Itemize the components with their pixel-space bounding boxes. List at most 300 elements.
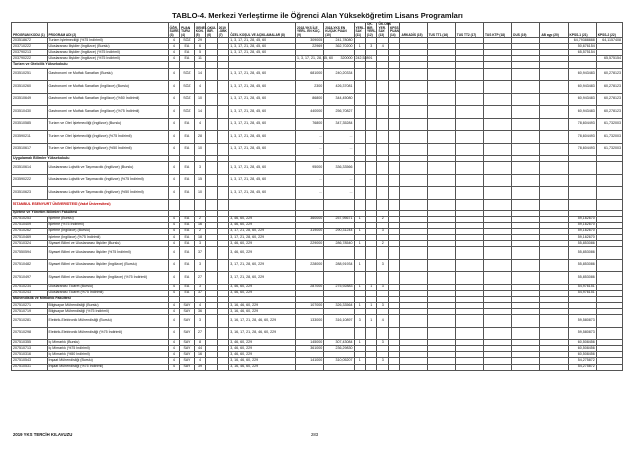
table-cell: 316,10897 <box>324 315 354 328</box>
table-cell <box>455 174 483 187</box>
table-cell: 3 <box>377 358 388 364</box>
table-cell <box>217 81 228 94</box>
table-cell: 4 <box>168 38 179 44</box>
table-cell <box>377 174 388 187</box>
table-cell: EA <box>180 228 195 234</box>
table-cell: 3, 46, 60, 229 <box>229 290 296 296</box>
table-cell: 78,604493 <box>568 143 596 156</box>
table-cell <box>206 131 217 144</box>
table-cell <box>217 187 228 200</box>
table-cell <box>354 81 365 94</box>
table-cell <box>217 131 228 144</box>
table-cell: 4 <box>168 222 179 228</box>
table-cell <box>206 81 217 94</box>
program-code-cell: 207510713 <box>12 346 48 352</box>
table-cell <box>354 93 365 106</box>
table-cell: 3 <box>194 162 205 175</box>
faculty-name: İşletme ve Yönetim Bilimleri Fakültesi <box>12 210 169 216</box>
table-cell: 11 <box>194 56 205 62</box>
table-cell: 336,33566 <box>324 162 354 175</box>
table-cell: SAY <box>180 302 195 308</box>
table-cell: 3, 46, 60, 229 <box>229 241 296 247</box>
table-cell <box>365 131 376 144</box>
program-code-cell: 207510719 <box>12 309 48 315</box>
table-row <box>12 364 623 370</box>
table-cell: SAY <box>180 315 195 328</box>
empty-cell <box>427 199 455 210</box>
table-cell <box>400 93 427 106</box>
table-cell <box>512 106 540 119</box>
table-cell <box>388 327 399 340</box>
table-cell: 59,162670 <box>568 216 596 222</box>
table-cell: 55,853086 <box>568 272 596 285</box>
table-cell: EA <box>180 222 195 228</box>
table-cell <box>483 174 511 187</box>
table-cell <box>427 259 455 272</box>
table-cell <box>354 68 365 81</box>
table-cell: 1, 3, 17, 21, 28, 45, 60 <box>296 56 324 62</box>
table-cell: 10 <box>194 187 205 200</box>
table-cell <box>400 364 427 370</box>
table-cell <box>400 162 427 175</box>
program-code-cell: 207510262 <box>12 228 48 234</box>
table-row <box>12 143 623 156</box>
column-header: ÖĞR. SÜRE. (3) <box>168 23 179 38</box>
table-cell <box>427 187 455 200</box>
table-cell <box>427 131 455 144</box>
table-cell: 60,943483 <box>568 81 596 94</box>
table-cell <box>483 93 511 106</box>
table-cell: 61,732003 <box>596 118 622 131</box>
table-cell: 37 <box>194 290 205 296</box>
table-cell <box>388 118 399 131</box>
table-cell: ... <box>324 174 354 187</box>
table-cell: 1, 3, 17, 21, 28, 45, 60 <box>229 44 296 50</box>
table-cell <box>365 143 376 156</box>
table-cell <box>388 93 399 106</box>
table-cell: 3, 17, 21, 28, 60, 229 <box>229 259 296 272</box>
table-cell: SÖZ <box>180 81 195 94</box>
table-cell: 4 <box>377 44 388 50</box>
column-header: PUAN TÜRÜ (4) <box>180 23 195 38</box>
program-code-cell: 207510469 <box>12 235 48 241</box>
table-cell: 60,943483 <box>568 106 596 119</box>
empty-cell <box>388 199 399 210</box>
table-cell: 347,35284 <box>324 118 354 131</box>
table-cell: ... <box>296 143 324 156</box>
table-cell <box>455 315 483 328</box>
table-cell <box>455 187 483 200</box>
table-cell: 1 <box>354 358 365 364</box>
table-cell <box>540 81 568 94</box>
table-cell <box>427 143 455 156</box>
table-cell <box>540 259 568 272</box>
table-cell: 3, 16, 46, 60, 229 <box>229 309 296 315</box>
table-cell <box>377 364 388 370</box>
table-cell <box>540 327 568 340</box>
table-cell: 3 <box>194 315 205 328</box>
program-name-cell: Uluslararası Lojistik ve Taşımacılık (İngilizce) (%50 İndirimli) <box>47 187 168 200</box>
column-header: ARKADİS (15) <box>400 23 427 38</box>
table-cell: 4 <box>168 309 179 315</box>
table-cell: 4 <box>168 174 179 187</box>
table-cell: 1 <box>354 228 365 234</box>
program-code-cell: 203510614 <box>12 162 48 175</box>
table-cell: 4 <box>168 228 179 234</box>
table-cell <box>540 93 568 106</box>
empty-cell <box>596 199 622 210</box>
table-cell <box>206 68 217 81</box>
table-cell <box>512 118 540 131</box>
table-cell <box>400 187 427 200</box>
empty-cell <box>296 199 324 210</box>
program-code-cell: 203510585 <box>12 118 48 131</box>
column-header: 2018-YKS EN KÜÇÜK PUAN (10) <box>324 23 354 38</box>
table-cell <box>354 162 365 175</box>
table-cell <box>388 364 399 370</box>
table-cell <box>354 106 365 119</box>
table-cell <box>217 364 228 370</box>
table-cell: 54,275872 <box>568 364 596 370</box>
table-cell: EA <box>180 174 195 187</box>
table-cell: 60,508456 <box>568 346 596 352</box>
program-name-cell: İnşaat Mühendisliği (%75 İndirimli) <box>47 364 168 370</box>
table-cell: 4 <box>168 284 179 290</box>
table-cell <box>540 162 568 175</box>
table-cell: 59,162670 <box>568 235 596 241</box>
table-cell <box>365 68 376 81</box>
table-cell: 59,580873 <box>568 327 596 340</box>
table-cell <box>206 259 217 272</box>
program-name-cell: Turizm ve Otel İşletmeciliği (İngilizce) (%50 İndirimli) <box>47 143 168 156</box>
table-cell <box>596 259 622 272</box>
table-cell <box>388 272 399 285</box>
table-cell: 15 <box>194 174 205 187</box>
table-cell: 229000 <box>296 241 324 247</box>
table-row <box>12 162 623 175</box>
table-cell <box>483 68 511 81</box>
table-cell: 76800 <box>296 118 324 131</box>
table-row <box>12 68 623 81</box>
table-cell <box>400 81 427 94</box>
table-cell <box>206 106 217 119</box>
table-cell <box>377 131 388 144</box>
program-name-cell: Uluslararası İlişkiler (İngilizce) (%75 İndirimli) <box>47 56 168 62</box>
program-name-cell: İşletme (İngilizce) (%75 İndirimli) <box>47 235 168 241</box>
table-cell: 3 <box>194 259 205 272</box>
program-code-cell: 207550594 <box>12 247 48 260</box>
table-cell: 362,70200 <box>324 44 354 50</box>
table-cell <box>388 247 399 260</box>
table-cell <box>512 93 540 106</box>
empty-cell <box>512 199 540 210</box>
table-cell <box>512 143 540 156</box>
table-cell: 256,70827 <box>324 106 354 119</box>
table-cell <box>388 162 399 175</box>
program-code-cell: 203510649 <box>12 93 48 106</box>
table-cell <box>217 68 228 81</box>
program-code-cell: 207510531 <box>12 364 48 370</box>
table-cell: 1, 3, 17, 21, 28, 45, 60 <box>229 187 296 200</box>
table-cell: 29 <box>194 38 205 44</box>
table-row <box>12 259 623 272</box>
program-name-cell: Elektrik-Elektronik Mühendisliği (Burslu) <box>47 315 168 328</box>
table-cell: 3, 46, 60, 229 <box>229 222 296 228</box>
table-cell: ... <box>296 187 324 200</box>
table-cell <box>540 272 568 285</box>
table-cell <box>483 327 511 340</box>
table-cell: EA <box>180 131 195 144</box>
program-name-cell: Siyaset Bilimi ve Uluslararası İlişkiler (Burslu) <box>47 241 168 247</box>
faculty-name: Mühendislik ve Mimarlık Fakültesi <box>12 296 169 302</box>
faculty-name: Turizm ve Otelcilik Yüksekokulu <box>12 62 169 68</box>
table-cell: 1, 3, 17, 21, 28, 45, 60 <box>229 50 296 56</box>
program-code-cell: 207510271 <box>12 302 48 308</box>
table-cell: 290,31244 <box>324 228 354 234</box>
empty-cell <box>206 199 217 210</box>
program-code-cell: 203510617 <box>12 143 48 156</box>
table-cell <box>377 272 388 285</box>
program-code-cell: 207510543 <box>12 358 48 364</box>
program-table-container <box>11 22 623 371</box>
table-cell: 65,575154 <box>568 50 596 56</box>
table-cell: 4 <box>168 315 179 328</box>
table-cell: SAY <box>180 327 195 340</box>
table-cell: 310,05207 <box>324 358 354 364</box>
table-cell <box>377 81 388 94</box>
table-cell <box>365 81 376 94</box>
table-cell: 4 <box>168 241 179 247</box>
empty-cell <box>354 199 365 210</box>
table-cell <box>427 118 455 131</box>
table-cell <box>388 68 399 81</box>
program-name-cell: Turizm İşletmeciliği (%75 İndirimli) <box>47 38 168 44</box>
table-cell <box>365 259 376 272</box>
table-cell <box>596 315 622 328</box>
table-cell <box>296 364 324 370</box>
table-cell <box>377 118 388 131</box>
program-code-cell: 203510251 <box>12 68 48 81</box>
program-code-cell: 203790222 <box>12 56 48 62</box>
table-cell: 65,575154 <box>596 56 622 62</box>
table-cell: SAY <box>180 358 195 364</box>
table-cell <box>427 81 455 94</box>
table-cell: 242,52891 <box>354 56 365 62</box>
table-cell <box>206 93 217 106</box>
table-cell <box>427 247 455 260</box>
table-cell: 60,278123 <box>596 106 622 119</box>
column-header: KPSS-1 (21) <box>568 23 596 38</box>
program-code-cell: 203518672 <box>12 38 48 44</box>
table-cell: 60,278123 <box>596 81 622 94</box>
table-cell: 1, 3, 17, 21, 28, 45, 60 <box>229 174 296 187</box>
table-cell <box>365 272 376 285</box>
table-cell: 4 <box>168 44 179 50</box>
table-cell: 3 <box>377 340 388 346</box>
program-code-cell: 203790213 <box>12 50 48 56</box>
table-cell: 1 <box>354 302 365 308</box>
table-cell: 3, 16, 46, 60, 229 <box>229 364 296 370</box>
table-cell: 6 <box>194 44 205 50</box>
program-code-cell: 207510298 <box>12 327 48 340</box>
table-cell: 1, 3, 17, 21, 28, 45, 60 <box>229 68 296 81</box>
table-cell <box>377 68 388 81</box>
table-cell: 78,604493 <box>568 118 596 131</box>
table-cell: 4 <box>168 118 179 131</box>
program-code-cell: 203590222 <box>12 174 48 187</box>
table-cell: 4 <box>194 118 205 131</box>
program-code-cell: 207510409 <box>12 222 48 228</box>
table-cell <box>455 93 483 106</box>
table-cell: 3, 17, 21, 28, 60, 229 <box>229 228 296 234</box>
table-cell <box>365 106 376 119</box>
table-cell <box>512 247 540 260</box>
page-title: TABLO-4. Merkezi Yerleştirme ile Öğrenci Alan Yükseköğretim Lisans Programları <box>172 11 463 20</box>
program-name-cell: Turizm ve Otel İşletmeciliği (İngilizce) (Burslu) <box>47 118 168 131</box>
table-cell: 1 <box>365 302 376 308</box>
table-cell: 3, 16, 17, 21, 28, 46, 60, 229 <box>229 315 296 328</box>
table-cell: ... <box>296 174 324 187</box>
table-cell <box>388 81 399 94</box>
table-cell <box>483 162 511 175</box>
table-cell: 4 <box>168 235 179 241</box>
table-cell <box>217 162 228 175</box>
table-cell <box>455 247 483 260</box>
empty-cell <box>217 199 228 210</box>
table-cell: 3 <box>194 284 205 290</box>
table-cell <box>540 315 568 328</box>
table-cell <box>217 174 228 187</box>
column-header: AB ayp (20) <box>540 23 568 38</box>
table-cell: SÖZ <box>180 93 195 106</box>
table-cell <box>206 315 217 328</box>
table-cell: 1, 3, 17, 21, 28, 45, 60 <box>229 93 296 106</box>
program-code-cell: 203510623 <box>12 187 48 200</box>
program-name-cell: Bilgisayar Mühendisliği (Burslu) <box>47 302 168 308</box>
table-cell <box>296 327 324 340</box>
table-cell: 4 <box>168 352 179 358</box>
footer-guide-title: 2019 YKS TERCİH KILAVUZU <box>13 432 73 437</box>
table-cell <box>377 327 388 340</box>
column-header: DUS (19) <box>512 23 540 38</box>
table-cell: 288,91934 <box>324 259 354 272</box>
table-cell <box>324 272 354 285</box>
empty-cell <box>455 199 483 210</box>
program-code-cell: 203590211 <box>12 131 48 144</box>
table-cell <box>365 162 376 175</box>
table-cell: 286,78540 <box>324 241 354 247</box>
table-cell <box>512 187 540 200</box>
table-cell <box>400 327 427 340</box>
table-cell: EA <box>180 272 195 285</box>
page-number: 283 <box>311 432 319 437</box>
table-cell: 64,79388888 <box>568 38 596 44</box>
table-cell <box>512 272 540 285</box>
table-cell: SAY <box>180 364 195 370</box>
program-name-cell: İç Mimarlık (%50 İndirimli) <box>47 352 168 358</box>
table-cell <box>388 131 399 144</box>
table-cell <box>217 259 228 272</box>
table-cell <box>354 174 365 187</box>
table-cell <box>377 143 388 156</box>
table-cell <box>365 364 376 370</box>
program-name-cell: Uluslararası Ticaret (%75 İndirimli) <box>47 290 168 296</box>
empty-cell <box>229 199 296 210</box>
empty-cell <box>194 199 205 210</box>
column-header: KPSS-2 (22) <box>596 23 622 38</box>
table-cell: 1, 3, 17, 21, 28, 45, 60 <box>229 81 296 94</box>
table-cell <box>296 247 324 260</box>
table-cell <box>217 272 228 285</box>
table-cell <box>483 259 511 272</box>
table-cell <box>400 247 427 260</box>
table-cell: 59,580873 <box>568 315 596 328</box>
table-cell <box>455 259 483 272</box>
table-cell: ... <box>324 143 354 156</box>
table-cell: 54,976151 <box>568 290 596 296</box>
table-body <box>12 38 623 371</box>
table-cell <box>455 327 483 340</box>
table-cell: 4 <box>168 56 179 62</box>
table-cell <box>540 143 568 156</box>
table-cell <box>206 364 217 370</box>
table-cell <box>455 162 483 175</box>
table-cell: 1 <box>354 216 365 222</box>
table-cell: 1, 3, 17, 21, 28, 45, 60 <box>229 143 296 156</box>
table-cell: 3, 46, 60, 229 <box>229 346 296 352</box>
faculty-name: Uygulamalı Bilimler Yüksekokulu <box>12 156 169 162</box>
program-code-cell: 207510497 <box>12 272 48 285</box>
table-header-row <box>12 23 623 38</box>
table-cell: 3 <box>377 284 388 290</box>
program-name-cell: Elektrik-Elektronik Mühendisliği (%75 İndirimli) <box>47 327 168 340</box>
table-cell: 3, 46, 60, 229 <box>229 247 296 260</box>
table-cell: 60,508456 <box>568 352 596 358</box>
table-cell <box>427 93 455 106</box>
table-row <box>12 106 623 119</box>
table-cell: SÖZ <box>180 106 195 119</box>
column-header: ÖK.OBK YER. SAY. (13) <box>378 22 392 37</box>
table-cell <box>354 187 365 200</box>
table-cell: 4 <box>168 364 179 370</box>
program-name-cell: İşletme (İngilizce) (Burslu) <box>47 228 168 234</box>
program-name-cell: Uluslararası Lojistik ve Taşımacılık (İngilizce) (Burslu) <box>47 162 168 175</box>
empty-cell <box>180 199 195 210</box>
table-cell <box>540 187 568 200</box>
table-row <box>12 174 623 187</box>
table-cell <box>512 162 540 175</box>
table-cell: 4 <box>168 81 179 94</box>
table-cell: 275,92883 <box>324 284 354 290</box>
table-cell: 16 <box>194 222 205 228</box>
table-cell: 320000 <box>324 56 354 62</box>
table-cell: ... <box>324 187 354 200</box>
table-cell <box>324 247 354 260</box>
table-row <box>12 327 623 340</box>
column-header: GENEL KON. (5) <box>194 23 205 38</box>
table-cell <box>427 174 455 187</box>
table-cell: 4 <box>194 358 205 364</box>
table-cell: 37 <box>194 247 205 260</box>
table-cell <box>377 187 388 200</box>
table-cell: 1 <box>354 340 365 346</box>
table-cell <box>388 106 399 119</box>
table-cell <box>483 143 511 156</box>
program-name-cell: Bilgisayar Mühendisliği (%75 İndirimli) <box>47 309 168 315</box>
table-cell <box>354 364 365 370</box>
table-cell <box>455 143 483 156</box>
table-cell: 1 <box>365 315 376 328</box>
